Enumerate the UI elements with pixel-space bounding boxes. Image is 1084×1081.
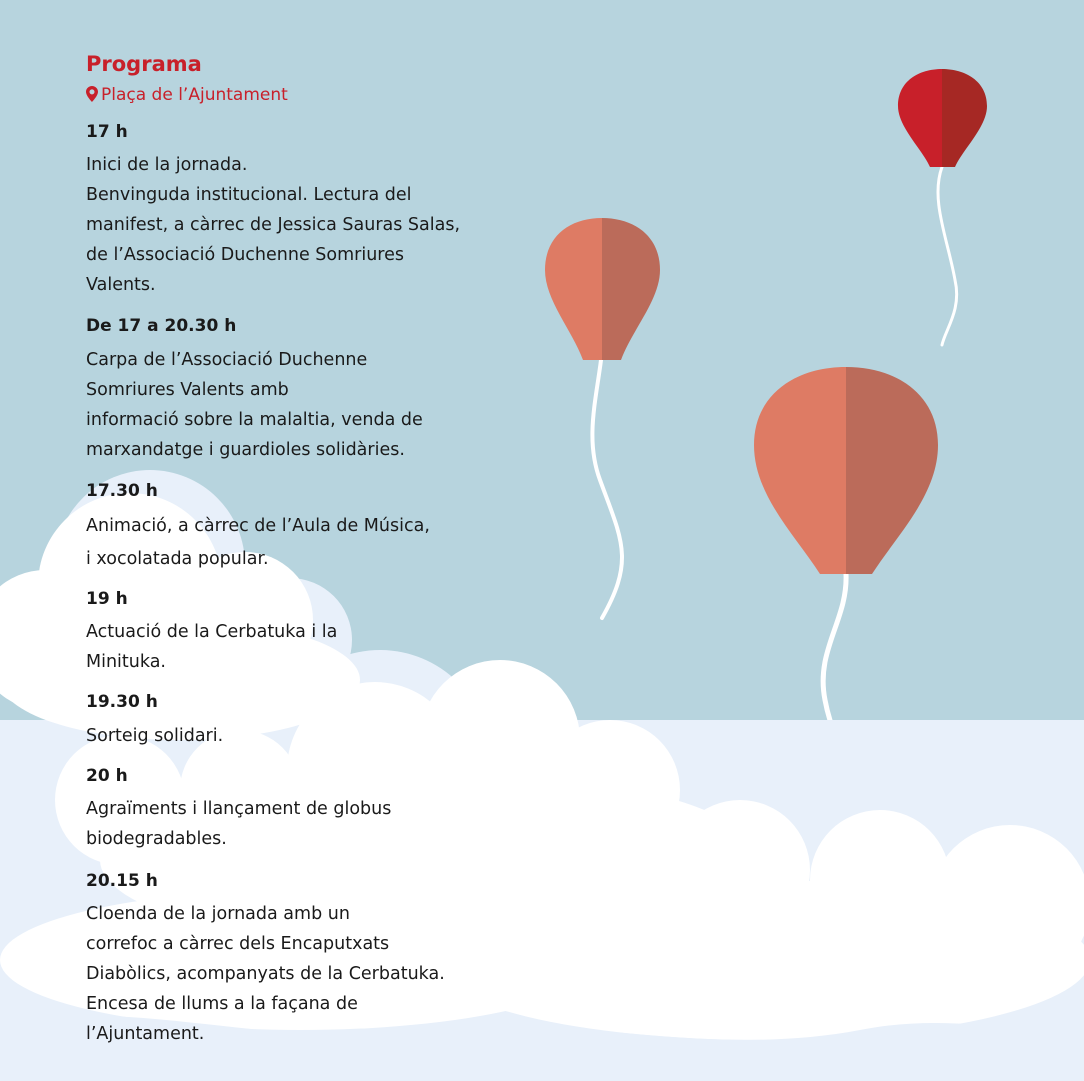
event-description [86,899,445,1049]
event-line: de l’Associació Duchenne Somriures [86,245,404,265]
event-time: 20 h [86,766,128,786]
event-line: Sorteig solidari. [86,726,224,746]
event-line: Minituka. [86,652,166,672]
event-line: biodegradables. [86,829,227,849]
event-description [86,510,430,576]
event-time: De 17 a 20.30 h [86,316,237,336]
event-description [86,345,423,465]
event-line: Animació, a càrrec de l’Aula de Música, [86,516,430,536]
event-line: Inici de la jornada. [86,155,248,175]
event-line: Somriures Valents amb [86,380,289,400]
event-time: 20.15 h [86,871,158,891]
event-time: 17 h [86,122,128,142]
location-line [86,85,288,105]
event-description [86,794,391,854]
event-line: Diabòlics, acompanyats de la Cerbatuka. [86,964,445,984]
event-time: 19.30 h [86,692,158,712]
event-line: Valents. [86,275,156,295]
event-line: l’Ajuntament. [86,1024,205,1044]
event-line: i xocolatada popular. [86,549,269,569]
event-line: Encesa de llums a la façana de [86,994,358,1014]
map-pin-icon [86,86,98,102]
event-line: Carpa de l’Associació Duchenne [86,350,368,370]
event-description [86,150,460,300]
event-line: Agraïments i llançament de globus [86,799,392,819]
event-line: marxandatge i guardioles solidàries. [86,440,405,460]
event-time: 19 h [86,589,128,609]
event-line: correfoc a càrrec dels Encaputxats [86,934,390,954]
event-line: manifest, a càrrec de Jessica Sauras Salas, [86,215,461,235]
event-time: 17.30 h [86,481,158,501]
event-line: Cloenda de la jornada amb un [86,904,350,924]
location-text: Plaça de l’Ajuntament [101,85,288,105]
event-description [86,617,337,677]
program-title: Programa [86,52,202,76]
event-line: Actuació de la Cerbatuka i la [86,622,338,642]
event-description [86,721,223,751]
event-line: informació sobre la malaltia, venda de [86,410,423,430]
event-line: Benvinguda institucional. Lectura del [86,185,412,205]
